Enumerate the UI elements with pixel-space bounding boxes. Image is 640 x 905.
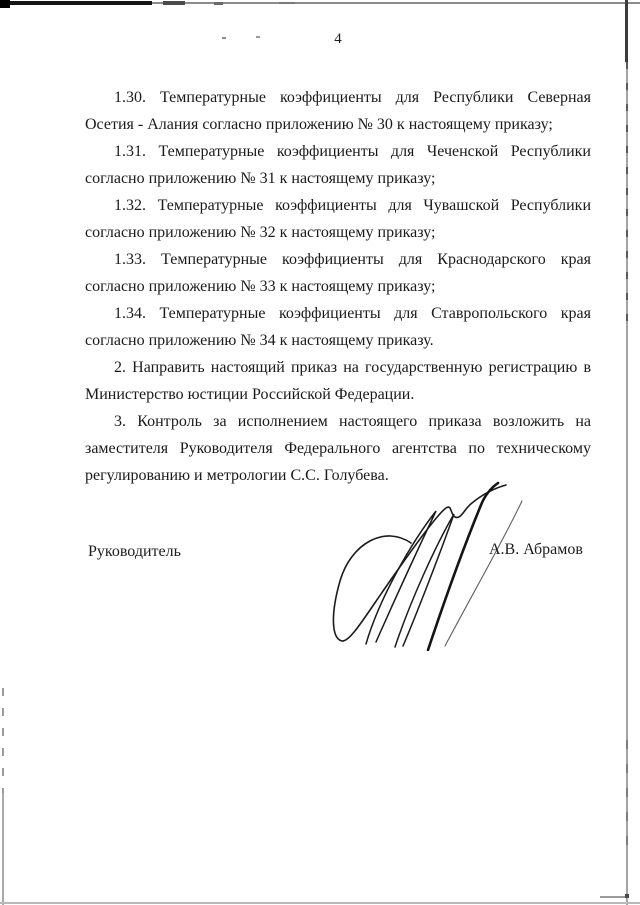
- paragraph-item-2: 2. Направить настоящий приказ на государственную регистрацию в Министерство юстиции Российской Федерации.: [85, 359, 591, 403]
- paragraph-item-1-30: 1.30. Температурные коэффициенты для Республики Северная Осетия - Алания согласно приложению № 30 к настоящему приказу;: [85, 89, 591, 133]
- scan-corner-dot: [625, 894, 629, 898]
- scan-top-dash: [279, 2, 295, 4]
- page-number: 4: [334, 31, 342, 47]
- scan-top-dash: [214, 2, 223, 5]
- signer-name: А.В. Абрамов: [489, 541, 583, 558]
- signer-role-label: Руководитель: [88, 543, 181, 560]
- paragraph-item-1-32: 1.32. Температурные коэффициенты для Чувашской Республики согласно приложению № 32 к настоящему приказу;: [85, 197, 591, 241]
- scan-edge-right-dashes: [626, 740, 628, 860]
- paragraph-item-1-33: 1.33. Температурные коэффициенты для Краснодарского края согласно приложению № 33 к настоящему приказу;: [85, 251, 591, 295]
- scan-corner-mark: [600, 896, 628, 898]
- scan-speck: [256, 36, 260, 38]
- scan-edge-left-dashes: [2, 688, 4, 793]
- scan-edge-left: [2, 793, 4, 905]
- paragraph-item-1-31: 1.31. Температурные коэффициенты для Чеченской Республики согласно приложению № 31 к настоящему приказу;: [85, 143, 591, 187]
- scan-edge-bottom: [0, 902, 640, 904]
- signature-scribble: [315, 481, 527, 651]
- document-text-block: [85, 84, 591, 489]
- scan-edge-right-dashes: [626, 62, 628, 332]
- scan-edge-right-dark-top: [625, 0, 628, 62]
- paragraph-item-3: 3. Контроль за исполнением настоящего приказа возложить на заместителя Руководителя Федерального агентства по техническому регулированию и метрологии С.С. Голубева.: [85, 413, 591, 484]
- scan-speck: [222, 37, 226, 39]
- scan-corner-blob: [0, 0, 10, 8]
- paragraph-item-1-34: 1.34. Температурные коэффициенты для Ставропольского края согласно приложению № 34 к настоящему приказу.: [85, 305, 591, 349]
- scan-top-dash: [163, 1, 185, 5]
- scan-edge-top-black: [0, 1, 152, 5]
